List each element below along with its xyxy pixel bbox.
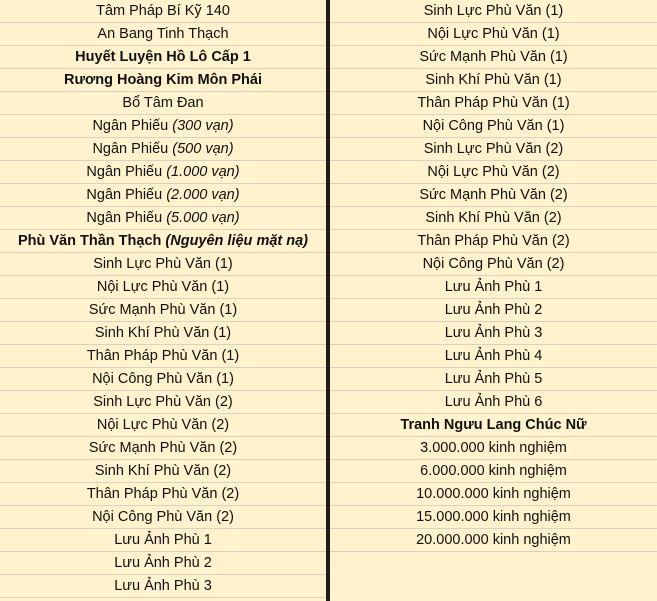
cell-label: Nội Công Phù Văn (2) xyxy=(422,256,565,272)
cell-label: Huyết Luyện Hồ Lô Cấp 1 xyxy=(75,49,251,65)
table-cell xyxy=(330,460,657,483)
table-cell xyxy=(330,437,657,460)
table-cell xyxy=(0,460,326,483)
table-cell xyxy=(0,414,326,437)
cell-label: Nội Công Phù Văn (2) xyxy=(92,509,234,525)
cell-label: Sinh Khí Phù Văn (1) xyxy=(425,72,562,88)
table-cell xyxy=(0,575,326,598)
cell-label: 6.000.000 kinh nghiệm xyxy=(420,463,567,479)
cell-label: Nội Công Phù Văn (1) xyxy=(422,118,565,134)
cell-label: Tranh Ngưu Lang Chúc Nữ xyxy=(400,417,587,433)
cell-label: Nội Lực Phù Văn (1) xyxy=(427,26,560,42)
cell-label: Sinh Lực Phù Văn (2) xyxy=(93,394,233,410)
table-cell xyxy=(330,46,657,69)
table-cell xyxy=(330,115,657,138)
cell-label: An Bang Tinh Thạch xyxy=(97,26,229,42)
table-cell xyxy=(0,46,326,69)
cell-label: Lưu Ảnh Phù 1 xyxy=(444,279,543,295)
cell-label: Nội Lực Phù Văn (2) xyxy=(96,417,230,433)
cell-label: Lưu Ảnh Phù 3 xyxy=(114,578,212,594)
table-cell xyxy=(330,368,657,391)
cell-label: Lưu Ảnh Phù 2 xyxy=(114,555,212,571)
cell-label: Thân Pháp Phù Văn (2) xyxy=(86,486,240,502)
cell-label: 20.000.000 kinh nghiệm xyxy=(416,532,571,548)
table-cell xyxy=(0,391,326,414)
cell-label: Lưu Ảnh Phù 2 xyxy=(444,302,543,318)
table-cell xyxy=(330,69,657,92)
table-cell xyxy=(0,345,326,368)
cell-label: Lưu Ảnh Phù 5 xyxy=(444,371,543,387)
table-cell xyxy=(0,184,326,207)
table-cell xyxy=(330,529,657,552)
table-cell xyxy=(0,506,326,529)
table-cell xyxy=(0,138,326,161)
cell-label: Sức Mạnh Phù Văn (1) xyxy=(419,49,568,65)
cell-label: Phù Văn Thần Thạch xyxy=(17,233,166,249)
cell-label: Lưu Ảnh Phù 3 xyxy=(444,325,543,341)
cell-label: Ngân Phiếu xyxy=(86,164,167,180)
table-cell xyxy=(330,92,657,115)
cell-label: Sinh Lực Phù Văn (1) xyxy=(93,256,233,272)
table-cell xyxy=(0,230,326,253)
cell-label: Thân Pháp Phù Văn (1) xyxy=(417,95,570,111)
table-cell xyxy=(330,299,657,322)
cell-note: (1.000 vạn) xyxy=(166,164,240,180)
cell-label: Sinh Khí Phù Văn (2) xyxy=(425,210,562,226)
table-cell xyxy=(330,506,657,529)
cell-label: Sức Mạnh Phù Văn (1) xyxy=(88,302,238,318)
cell-label: Nội Công Phù Văn (1) xyxy=(92,371,234,387)
cell-label: 3.000.000 kinh nghiệm xyxy=(420,440,567,456)
table-cell xyxy=(0,552,326,575)
table-cell xyxy=(0,207,326,230)
table-cell xyxy=(0,23,326,46)
table-cell xyxy=(330,0,657,23)
table-cell xyxy=(330,391,657,414)
cell-label: Thân Pháp Phù Văn (1) xyxy=(86,348,240,364)
left-column xyxy=(0,0,326,601)
cell-note: (2.000 vạn) xyxy=(166,187,240,203)
table-cell xyxy=(0,437,326,460)
cell-label: Thân Pháp Phù Văn (2) xyxy=(417,233,570,249)
cell-label: Ngân Phiếu xyxy=(92,118,173,134)
table-cell xyxy=(0,483,326,506)
table-cell xyxy=(0,115,326,138)
cell-label: 15.000.000 kinh nghiệm xyxy=(416,509,571,525)
table-cell xyxy=(330,345,657,368)
table-cell xyxy=(330,23,657,46)
table-cell xyxy=(330,483,657,506)
cell-label: Sức Mạnh Phù Văn (2) xyxy=(419,187,568,203)
cell-label: Rương Hoàng Kim Môn Phái xyxy=(63,72,263,88)
cell-note: (500 vạn) xyxy=(172,141,234,157)
cell-note: (Nguyên liệu mặt nạ) xyxy=(165,233,309,249)
table-cell xyxy=(0,92,326,115)
table-cell xyxy=(330,138,657,161)
cell-label: Sức Mạnh Phù Văn (2) xyxy=(88,440,238,456)
cell-label: Nội Lực Phù Văn (2) xyxy=(427,164,560,180)
table-cell xyxy=(330,322,657,345)
cell-label: Sinh Khí Phù Văn (1) xyxy=(94,325,232,341)
cell-label: Ngân Phiếu xyxy=(86,187,167,203)
cell-label: Sinh Lực Phù Văn (1) xyxy=(423,3,564,19)
table-cell xyxy=(0,276,326,299)
cell-label: Ngân Phiếu xyxy=(92,141,173,157)
table-cell xyxy=(330,161,657,184)
cell-label: 10.000.000 kinh nghiệm xyxy=(416,486,571,502)
table-cell xyxy=(330,253,657,276)
cell-label: Ngân Phiếu xyxy=(86,210,167,226)
table-cell xyxy=(330,184,657,207)
cell-note: (5.000 vạn) xyxy=(166,210,240,226)
cell-label: Bổ Tâm Đan xyxy=(122,95,204,111)
table-cell xyxy=(0,529,326,552)
table-cell xyxy=(330,207,657,230)
table-cell xyxy=(330,276,657,299)
cell-label: Tâm Pháp Bí Kỹ 140 xyxy=(96,3,230,19)
cell-label: Sinh Lực Phù Văn (2) xyxy=(423,141,564,157)
right-column xyxy=(330,0,657,601)
table-cell xyxy=(0,0,326,23)
table-cell xyxy=(0,69,326,92)
table-cell xyxy=(0,322,326,345)
cell-label: Sinh Khí Phù Văn (2) xyxy=(94,463,232,479)
cell-label: Lưu Ảnh Phù 6 xyxy=(444,394,543,410)
table-cell xyxy=(0,299,326,322)
cell-label: Nội Lực Phù Văn (1) xyxy=(96,279,230,295)
table-cell xyxy=(330,414,657,437)
table-cell xyxy=(0,161,326,184)
cell-note: (300 vạn) xyxy=(172,118,234,134)
cell-label: Lưu Ảnh Phù 4 xyxy=(444,348,543,364)
table-cell xyxy=(0,368,326,391)
table-cell xyxy=(0,253,326,276)
cell-label: Lưu Ảnh Phù 1 xyxy=(114,532,212,548)
table-cell xyxy=(330,230,657,253)
